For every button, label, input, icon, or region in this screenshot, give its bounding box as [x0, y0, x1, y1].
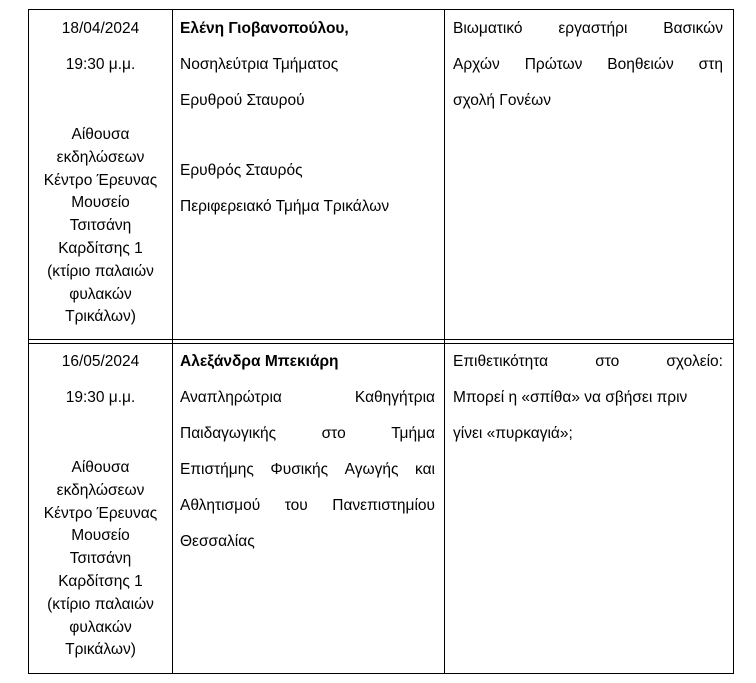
row1-speaker-role: Ερυθρού Σταυρού	[180, 92, 305, 109]
row-divider-inner	[28, 343, 734, 344]
row2-venue-line: εκδηλώσεων	[56, 481, 145, 499]
word: Παιδαγωγικής	[180, 425, 277, 442]
row2-speaker-role	[180, 496, 435, 516]
row2-venue	[29, 457, 172, 662]
row2-speaker-role: Θεσσαλίας	[180, 533, 255, 550]
row1-organization: Ερυθρός Σταυρός	[180, 162, 303, 179]
row1-speaker-role: Νοσηλεύτρια Τμήματος	[180, 56, 339, 73]
events-table	[28, 9, 734, 674]
word: εργαστήρι	[558, 20, 628, 37]
row2-topic-line: γίνει «πυρκαγιά»;	[453, 425, 573, 442]
word: σχολείο:	[666, 353, 723, 370]
word: Τμήμα	[391, 425, 435, 442]
word: Καθηγήτρια	[354, 389, 435, 406]
row2-venue-line: Κέντρο Έρευνας	[43, 504, 158, 522]
row2-speaker-role	[180, 460, 435, 480]
row2-venue-line: (κτίριο παλαιών	[47, 595, 154, 613]
row2-speaker-role	[180, 424, 435, 444]
row1-organization: Περιφερειακό Τμήμα Τρικάλων	[180, 198, 390, 215]
row1-venue-line: Τσιτσάνη	[69, 217, 132, 235]
word: Βιωματικό	[453, 20, 523, 37]
word: Αρχών	[453, 56, 500, 73]
row2-venue-line: Τσιτσάνη	[69, 550, 132, 568]
row2-venue-line: Μουσείο	[71, 527, 130, 545]
row1-venue-line: Τρικάλων)	[65, 308, 136, 326]
word: στο	[321, 425, 346, 442]
word: Αθλητισμού	[180, 497, 261, 514]
row1-topic-line: σχολή Γονέων	[453, 92, 551, 109]
row2-date-cell	[29, 352, 172, 662]
row2-venue-line: Τρικάλων)	[65, 641, 136, 659]
row2-speaker-name: Αλεξάνδρα Μπεκιάρη	[180, 353, 339, 370]
row1-time: 19:30 μ.μ.	[65, 56, 136, 73]
word: Βασικών	[663, 20, 723, 37]
row1-topic-line	[453, 55, 723, 75]
row2-venue-line: Καρδίτσης 1	[58, 572, 143, 590]
row1-venue	[29, 124, 172, 329]
row1-venue-line: εκδηλώσεων	[56, 148, 145, 166]
column-divider-2	[444, 9, 445, 674]
table-border-right	[733, 9, 734, 674]
row1-venue-line: Αίθουσα	[71, 126, 130, 143]
word: Επιστήμης	[180, 461, 254, 478]
row1-venue-line: Κέντρο Έρευνας	[43, 171, 158, 189]
word: Πανεπιστημίου	[332, 497, 435, 514]
row2-topic-line	[453, 352, 723, 372]
word: Επιθετικότητα	[453, 353, 549, 370]
row1-venue-line: (κτίριο παλαιών	[47, 262, 154, 280]
word: του	[284, 497, 308, 514]
word: Αναπληρώτρια	[180, 389, 282, 406]
word: και	[415, 461, 435, 478]
row1-topic-line	[453, 19, 723, 39]
row2-venue-line: Αίθουσα	[71, 459, 130, 476]
word: Βοηθειών	[607, 56, 674, 73]
row-divider-outer	[28, 339, 734, 340]
row2-topic-cell	[453, 352, 723, 444]
column-divider-1	[172, 9, 173, 674]
row1-venue-line: Μουσείο	[71, 194, 130, 212]
row2-date: 16/05/2024	[61, 353, 140, 370]
word: στη	[698, 56, 723, 73]
row2-speaker-role	[180, 388, 435, 408]
row1-date: 18/04/2024	[61, 20, 140, 37]
table-border-top	[28, 9, 734, 10]
row1-speaker-cell	[180, 19, 435, 217]
row2-venue-line: φυλακών	[69, 618, 132, 636]
row1-venue-line: φυλακών	[69, 285, 132, 303]
row1-speaker-name: Ελένη Γιοβανοπούλου,	[180, 20, 349, 37]
row2-topic-line: Μπορεί η «σπίθα» να σβήσει πριν	[453, 389, 688, 406]
row1-venue-line: Καρδίτσης 1	[58, 239, 143, 257]
row1-date-cell	[29, 19, 172, 329]
word: Αγωγής	[344, 461, 399, 478]
row2-speaker-cell	[180, 352, 435, 552]
table-border-bottom	[28, 673, 734, 674]
word: Φυσικής	[270, 461, 329, 478]
row2-time: 19:30 μ.μ.	[65, 389, 136, 406]
word: Πρώτων	[524, 56, 583, 73]
word: στο	[595, 353, 620, 370]
row1-topic-cell	[453, 19, 723, 111]
